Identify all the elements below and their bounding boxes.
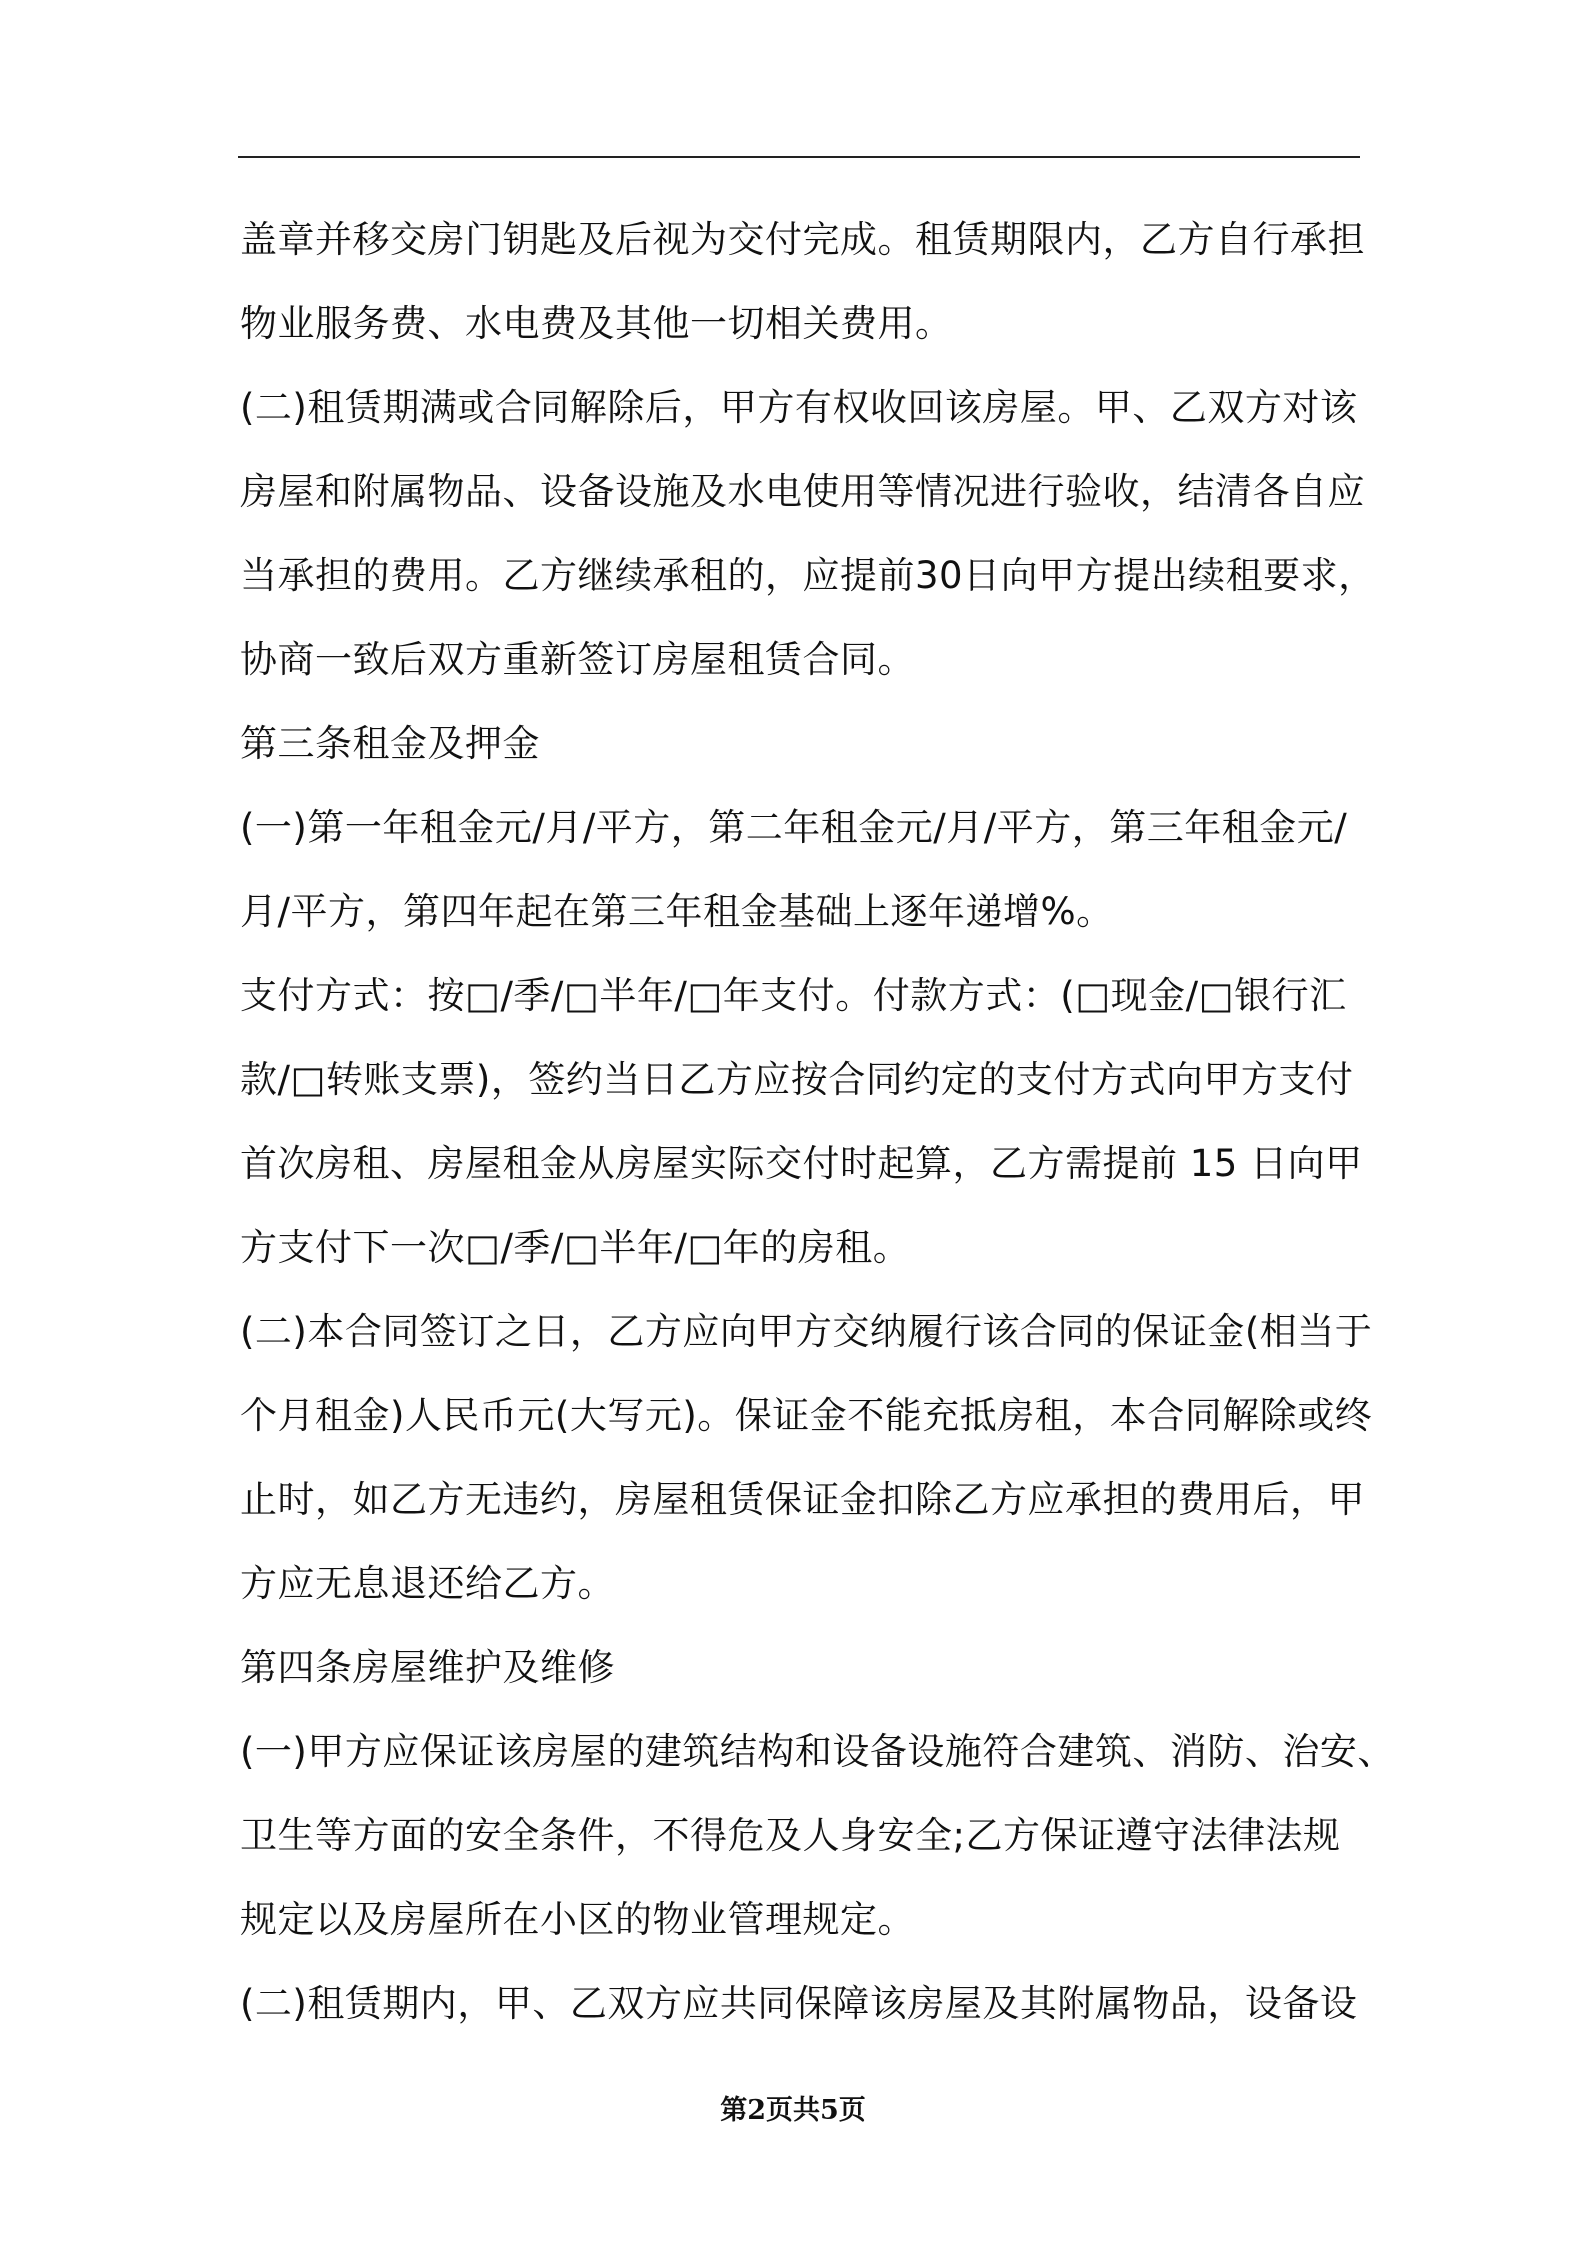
text-line: 止时，如乙方无违约，房屋租赁保证金扣除乙方应承担的费用后，甲 <box>240 1478 1365 1521</box>
text-line: 协商一致后双方重新签订房屋租赁合同。 <box>240 638 915 681</box>
page-number: 第2页共5页 <box>720 2095 866 2126</box>
text-line: 盖章并移交房门钥匙及后视为交付完成。租赁期限内，乙方自行承担 <box>240 218 1365 261</box>
text-line: (一)第一年租金元/月/平方，第二年租金元/月/平方，第三年租金元/ <box>240 806 1348 849</box>
text-line: 方支付下一次□/季/□半年/□年的房租。 <box>240 1226 911 1269</box>
text-line: (二)租赁期满或合同解除后，甲方有权收回该房屋。甲、乙双方对该 <box>240 386 1358 429</box>
text-line: 房屋和附属物品、设备设施及水电使用等情况进行验收，结清各自应 <box>240 470 1365 513</box>
text-line: 支付方式：按□/季/□半年/□年支付。付款方式：(□现金/□银行汇 <box>240 974 1347 1017</box>
text-line: 款/□转账支票)，签约当日乙方应按合同约定的支付方式向甲方支付 <box>240 1058 1354 1101</box>
header-rule <box>238 156 1360 158</box>
document-body <box>240 198 1395 2046</box>
section-heading: 第三条租金及押金 <box>240 722 540 765</box>
text-line: (二)本合同签订之日，乙方应向甲方交纳履行该合同的保证金(相当于 <box>240 1310 1373 1353</box>
text-line: 物业服务费、水电费及其他一切相关费用。 <box>240 302 953 345</box>
text-line: 首次房租、房屋租金从房屋实际交付时起算，乙方需提前 15 日向甲 <box>240 1142 1363 1185</box>
text-line: 个月租金)人民币元(大写元)。保证金不能充抵房租，本合同解除或终 <box>240 1394 1373 1437</box>
text-line: (二)租赁期内，甲、乙双方应共同保障该房屋及其附属物品，设备设 <box>240 1982 1358 2025</box>
section-heading: 第四条房屋维护及维修 <box>240 1646 615 1689</box>
text-line: (一)甲方应保证该房屋的建筑结构和设备设施符合建筑、消防、治安、 <box>240 1730 1395 1773</box>
text-line: 卫生等方面的安全条件，不得危及人身安全;乙方保证遵守法律法规 <box>240 1814 1341 1857</box>
text-line: 当承担的费用。乙方继续承租的，应提前30日向甲方提出续租要求， <box>240 554 1376 597</box>
text-line: 月/平方，第四年起在第三年租金基础上逐年递增%。 <box>240 890 1114 933</box>
text-line: 规定以及房屋所在小区的物业管理规定。 <box>240 1898 915 1941</box>
text-line: 方应无息退还给乙方。 <box>240 1562 615 1605</box>
